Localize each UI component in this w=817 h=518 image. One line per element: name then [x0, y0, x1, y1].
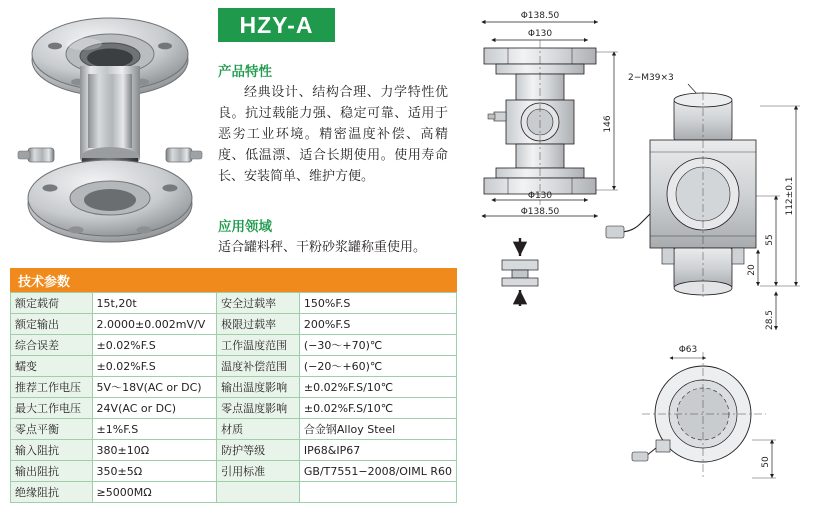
spec-key: 极限过载率 — [217, 314, 300, 335]
spec-value: 200%F.S — [299, 314, 456, 335]
dim-thread: 2−M39×3 — [628, 73, 674, 83]
table-row — [11, 356, 457, 377]
spec-value: 150%F.S — [299, 293, 456, 314]
spec-key: 引用标准 — [217, 461, 300, 482]
spec-value: 350±5Ω — [92, 461, 217, 482]
spec-key: 输入阻抗 — [11, 440, 93, 461]
table-row — [11, 440, 457, 461]
spec-value — [299, 482, 456, 503]
spec-value: ≥5000MΩ — [92, 482, 217, 503]
spec-key: 推荐工作电压 — [11, 377, 93, 398]
spec-table-title: 技术参数 — [18, 274, 71, 290]
spec-value: ±0.02%F.S — [92, 356, 217, 377]
dim-h-20: 20 — [747, 264, 757, 276]
spec-key: 材质 — [217, 419, 300, 440]
dim-top-outer: Φ138.50 — [520, 11, 560, 21]
load-cell-image — [10, 8, 210, 258]
spec-key: 综合误差 — [11, 335, 93, 356]
table-row — [11, 293, 457, 314]
spec-key: 工作温度范围 — [217, 335, 300, 356]
spec-key: 额定输出 — [11, 314, 93, 335]
table-row — [11, 398, 457, 419]
spec-value: 合金钢Alloy Steel — [299, 419, 456, 440]
spec-key: 输出阻抗 — [11, 461, 93, 482]
spec-key: 零点平衡 — [11, 419, 93, 440]
spec-key: 绝缘阻抗 — [11, 482, 93, 503]
application-heading: 应用领域 — [218, 219, 272, 235]
spec-value: 5V～18V(AC or DC) — [92, 377, 217, 398]
spec-value: ±0.02%F.S/10℃ — [299, 377, 456, 398]
table-row — [11, 419, 457, 440]
product-title: HZY-A — [239, 11, 314, 38]
dim-h-285: 28.5 — [765, 309, 775, 331]
spec-key: 零点温度影响 — [217, 398, 300, 419]
spec-value: 2.0000±0.002mV/V — [92, 314, 217, 335]
dim-h-55: 55 — [765, 234, 775, 246]
spec-key: 温度补偿范围 — [217, 356, 300, 377]
spec-value: (−20～+60)℃ — [299, 356, 456, 377]
dim-bottom-dia: Φ63 — [678, 345, 698, 355]
spec-table — [10, 292, 457, 503]
product-title-badge — [218, 8, 335, 42]
features-text: 经典设计、结构合理、力学特性优良。抗过载能力强、稳定可靠、适用于恶劣工业环境。精密温度补偿、高精度、低温漂、适合长期使用。使用寿命长、安装简单、维护方便。 — [218, 85, 448, 184]
spec-value: 24V(AC or DC) — [92, 398, 217, 419]
spec-table-title-bar — [10, 268, 457, 292]
features-heading: 产品特性 — [218, 64, 272, 80]
spec-value: ±1%F.S — [92, 419, 217, 440]
spec-key: 蠕变 — [11, 356, 93, 377]
spec-value: GB/T7551−2008/OIML R60 — [299, 461, 456, 482]
dim-bottom-inner: Φ130 — [527, 191, 553, 201]
spec-key: 额定载荷 — [11, 293, 93, 314]
spec-value: 380±10Ω — [92, 440, 217, 461]
dim-top-inner: Φ130 — [527, 29, 553, 39]
product-photo — [10, 8, 210, 258]
dim-h-112: 112±0.1 — [785, 176, 795, 216]
spec-value: IP68&IP67 — [299, 440, 456, 461]
spec-key: 输出温度影响 — [217, 377, 300, 398]
spec-value: (−30～+70)℃ — [299, 335, 456, 356]
table-row — [11, 482, 457, 503]
spec-key: 安全过载率 — [217, 293, 300, 314]
dim-bottom-50: 50 — [761, 456, 771, 468]
spec-key: 防护等级 — [217, 440, 300, 461]
application-text: 适合罐料秤、干粉砂浆罐称重使用。 — [218, 240, 427, 255]
table-row — [11, 335, 457, 356]
table-row — [11, 314, 457, 335]
spec-key: 最大工作电压 — [11, 398, 93, 419]
spec-value: 15t,20t — [92, 293, 217, 314]
spec-key — [217, 482, 300, 503]
technical-drawings — [460, 0, 817, 518]
table-row — [11, 377, 457, 398]
dim-height-146: 146 — [603, 115, 613, 133]
spec-value: ±0.02%F.S/10℃ — [299, 398, 456, 419]
spec-value: ±0.02%F.S — [92, 335, 217, 356]
table-row — [11, 461, 457, 482]
dim-bottom-outer: Φ138.50 — [520, 207, 560, 217]
